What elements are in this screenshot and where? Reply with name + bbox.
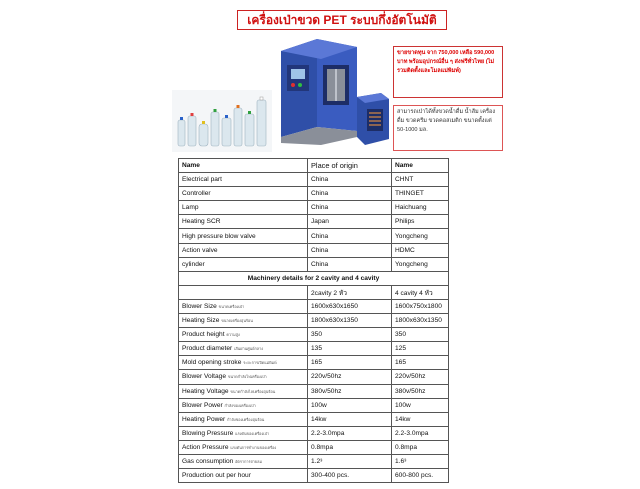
spec-value-4cavity: 350 — [392, 328, 449, 342]
spec-label-cell — [179, 299, 308, 313]
spec-label-thai: กำลังของเครื่องอุ่นร้อน — [227, 417, 265, 422]
component-origin: China — [308, 187, 392, 201]
component-row — [179, 187, 449, 201]
spec-value-2cavity: 135 — [308, 342, 392, 356]
component-name: cylinder — [179, 257, 308, 271]
spec-label: Product diameter — [182, 345, 233, 353]
page-title: เครื่องเป่าขวด PET ระบบกึ่งอัตโนมัติ — [237, 10, 447, 30]
component-brand: Philips — [392, 215, 449, 229]
spec-value-2cavity: 165 — [308, 356, 392, 370]
spec-label-thai: ขนาดเครื่องเป่า — [218, 304, 245, 309]
component-origin: Japan — [308, 215, 392, 229]
component-row — [179, 243, 449, 257]
spec-label: Heating Power — [182, 415, 226, 423]
component-row — [179, 173, 449, 187]
spec-row — [179, 398, 449, 412]
component-name: Action valve — [179, 243, 308, 257]
cavity-2-header: 2cavity 2 หัว — [308, 285, 392, 299]
component-name: Controller — [179, 187, 308, 201]
spec-table — [178, 158, 449, 483]
spec-row — [179, 328, 449, 342]
spec-label-cell — [179, 314, 308, 328]
spec-label-cell — [179, 426, 308, 440]
cavity-4-header: 4 cavity 4 หัว — [392, 285, 449, 299]
bottles-image — [172, 90, 272, 152]
spec-label-thai: ขนาดกำลังไฟเครื่องเป่า — [227, 375, 267, 380]
spec-value-2cavity: 1800x630x1350 — [308, 314, 392, 328]
spec-label-cell — [179, 328, 308, 342]
spec-value-4cavity: 380v/50hz — [392, 384, 449, 398]
spec-label-cell — [179, 440, 308, 454]
spec-label-thai: ความสูง — [226, 333, 240, 338]
spec-label-cell — [179, 469, 308, 483]
spec-label-cell — [179, 398, 308, 412]
spec-row — [179, 370, 449, 384]
spec-label-cell — [179, 412, 308, 426]
cavity-header-row — [179, 285, 449, 299]
product-description: สามารถเป่าได้ทั้งขวดน้ำดื่ม น้ำส้ม เครื่องดื่ม ขวดครีม ขวดคอสเมติก ขนาดตั้งแต่ 50-1000 มล. — [393, 105, 503, 151]
spec-value-4cavity: 165 — [392, 356, 449, 370]
component-name: Heating SCR — [179, 215, 308, 229]
component-row — [179, 257, 449, 271]
component-brand: CHNT — [392, 173, 449, 187]
spec-row — [179, 299, 449, 313]
machinery-section-title: Machinery details for 2 cavity and 4 cavity — [179, 271, 449, 285]
spec-label-thai: กำลังของเครื่องเป่า — [224, 403, 256, 408]
component-origin: China — [308, 201, 392, 215]
spec-value-2cavity: 0.8mpa — [308, 440, 392, 454]
spec-label-thai: ระยะการเปิดแม่พิมพ์ — [243, 361, 277, 366]
spec-row — [179, 440, 449, 454]
spec-row — [179, 342, 449, 356]
spec-row — [179, 426, 449, 440]
spec-label-cell — [179, 342, 308, 356]
spec-value-2cavity: 14kw — [308, 412, 392, 426]
header-brand: Name — [392, 159, 449, 173]
cavity-header-blank — [179, 285, 308, 299]
spec-value-4cavity: 600-800 pcs. — [392, 469, 449, 483]
spec-label-thai: อัตราการจ่ายลม — [235, 460, 262, 465]
component-row — [179, 229, 449, 243]
spec-value-2cavity: 350 — [308, 328, 392, 342]
spec-label: Action Pressure — [182, 443, 229, 451]
spec-label-thai: ขนาดเครื่องอุ่นร้อน — [221, 319, 253, 324]
spec-label: Heating Size — [182, 317, 220, 325]
spec-row — [179, 412, 449, 426]
spec-value-4cavity: 1800x630x1350 — [392, 314, 449, 328]
spec-value-2cavity: 300-400 pcs. — [308, 469, 392, 483]
spec-value-4cavity: 14kw — [392, 412, 449, 426]
spec-label: Blower Size — [182, 302, 217, 310]
spec-value-2cavity: 2.2-3.0mpa — [308, 426, 392, 440]
spec-row — [179, 314, 449, 328]
spec-label: Blower Voltage — [182, 373, 226, 381]
spec-label: Production out per hour — [182, 472, 251, 480]
spec-value-4cavity: 1.6³ — [392, 454, 449, 468]
spec-row — [179, 356, 449, 370]
component-origin: China — [308, 229, 392, 243]
spec-label-thai: ขนาดกำลังไฟเครื่องอุ่นร้อน — [230, 389, 276, 394]
component-origin: China — [308, 173, 392, 187]
spec-value-4cavity: 220v/50hz — [392, 370, 449, 384]
spec-row — [179, 384, 449, 398]
component-origin: China — [308, 257, 392, 271]
spec-value-2cavity: 1.2³ — [308, 454, 392, 468]
spec-value-4cavity: 125 — [392, 342, 449, 356]
spec-value-4cavity: 1600x750x1800 — [392, 299, 449, 313]
spec-label: Mold opening stroke — [182, 359, 242, 367]
spec-row — [179, 454, 449, 468]
spec-value-2cavity: 1600x630x1650 — [308, 299, 392, 313]
component-name: Electrical part — [179, 173, 308, 187]
component-brand: Haichuang — [392, 201, 449, 215]
component-row — [179, 215, 449, 229]
spec-label: Heating Voltage — [182, 387, 229, 395]
component-brand: Yongcheng — [392, 229, 449, 243]
component-brand: THINGET — [392, 187, 449, 201]
spec-value-2cavity: 100w — [308, 398, 392, 412]
spec-label: Blower Power — [182, 401, 223, 409]
spec-label-cell — [179, 356, 308, 370]
promo-price-note: ขายขาดทุน จาก 750,000 เหลือ 590,000 บาท พร้อมอุปกรณ์อื่น ๆ ส่งฟรีทั่วไทย (ไม่รวมติดตั้งและโมลแม่พิมพ์) — [393, 46, 503, 98]
components-header-row — [179, 159, 449, 173]
component-origin: China — [308, 243, 392, 257]
spec-value-4cavity: 100w — [392, 398, 449, 412]
spec-value-2cavity: 220v/50hz — [308, 370, 392, 384]
spec-row — [179, 469, 449, 483]
spec-label-thai: เส้นผ่านศูนย์กลาง — [234, 347, 264, 352]
spec-value-4cavity: 0.8mpa — [392, 440, 449, 454]
spec-label-cell — [179, 454, 308, 468]
spec-label-thai: แรงดันการทำงานของเครื่อง — [230, 445, 277, 450]
component-brand: HDMC — [392, 243, 449, 257]
spec-label: Blowing Pressure — [182, 429, 234, 437]
spec-label-cell — [179, 370, 308, 384]
spec-label: Gas consumption — [182, 458, 234, 466]
blow-molding-machine-image — [273, 31, 393, 153]
spec-value-2cavity: 380v/50hz — [308, 384, 392, 398]
component-row — [179, 201, 449, 215]
component-brand: Yongcheng — [392, 257, 449, 271]
header-name: Name — [179, 159, 308, 173]
header-origin: Place of origin — [308, 159, 392, 173]
component-name: High pressure blow valve — [179, 229, 308, 243]
spec-value-4cavity: 2.2-3.0mpa — [392, 426, 449, 440]
component-name: Lamp — [179, 201, 308, 215]
spec-label-thai: แรงดันของเครื่องเป่า — [235, 431, 270, 436]
machinery-section-row — [179, 271, 449, 285]
spec-label-cell — [179, 384, 308, 398]
spec-label: Product height — [182, 331, 225, 339]
